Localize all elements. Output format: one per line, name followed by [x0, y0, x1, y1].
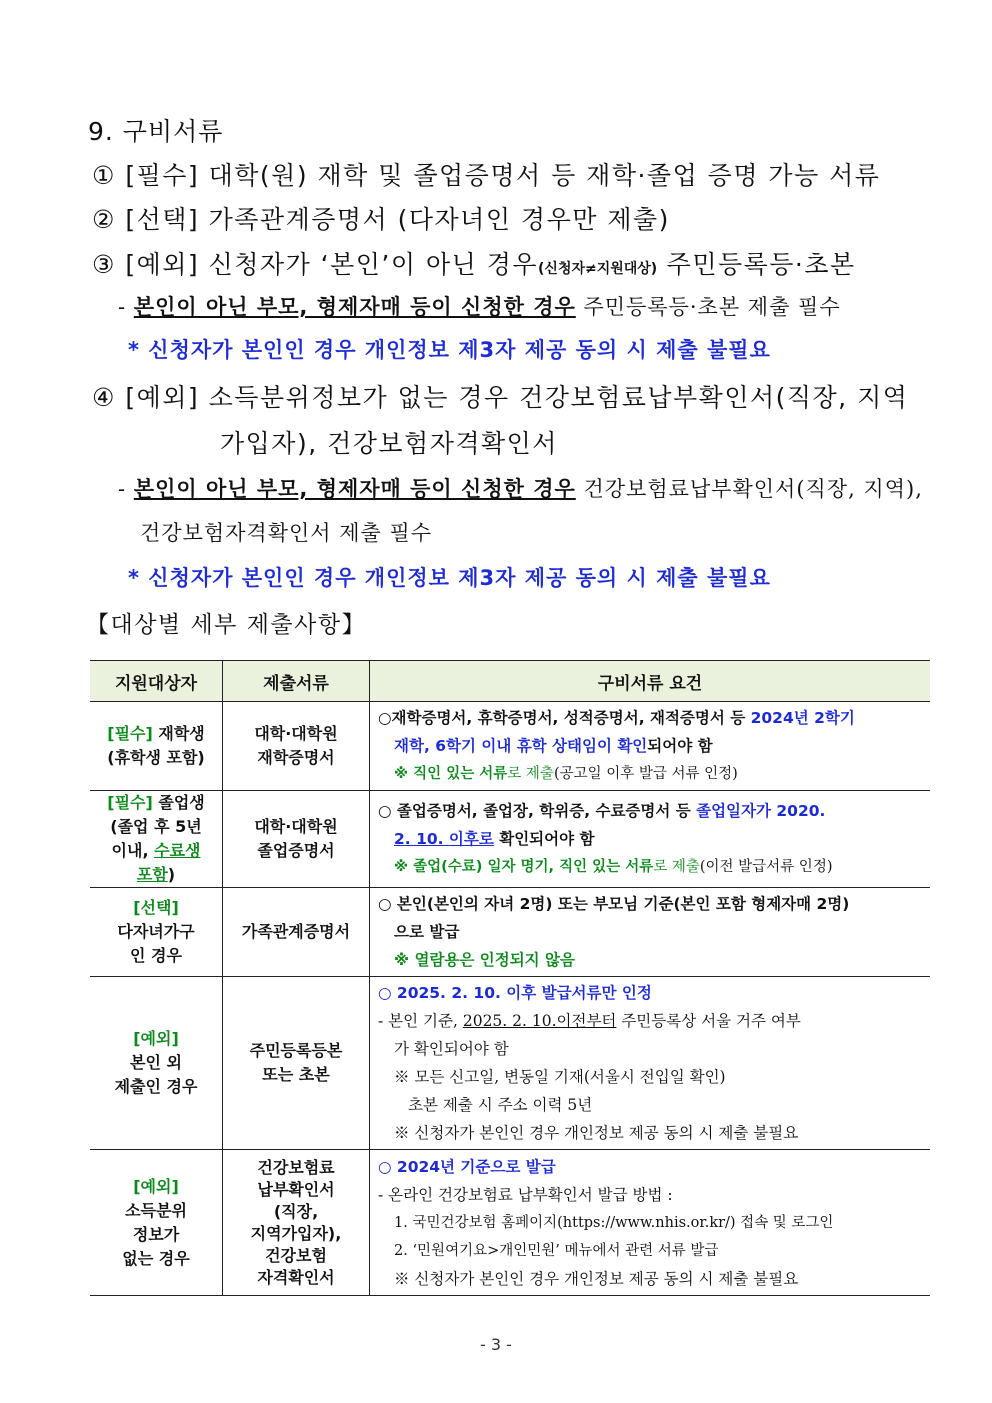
dash: - — [118, 295, 134, 319]
document-name-2: 또는 초본 — [262, 1065, 330, 1084]
document-cell — [223, 977, 370, 1150]
requirement-step-2: 2. ‘민원여기요>개인민원’ 메뉴에서 관련 서류 발급 — [394, 1242, 719, 1259]
table-title: 【대상별 세부 제출사항】 — [86, 612, 367, 638]
header-requirement: 구비서류 요건 — [370, 661, 931, 702]
item-3-underlined-condition: 본인이 아닌 부모, 형제자매 등이 신청한 경우 — [133, 295, 576, 319]
item-3-requirement-rest: 주민등록등·초본 제출 필수 — [575, 295, 841, 319]
item-4-text: [예외] 소득분위정보가 없는 경우 건강보험료납부확인서(직장, 지역 — [125, 383, 909, 412]
document-name: 대학·대학원 — [254, 817, 338, 836]
requirement-cell — [370, 977, 931, 1150]
target-detail: 정보가 — [132, 1224, 180, 1244]
item-4-underlined-condition: 본인이 아닌 부모, 형제자매 등이 신청한 경우 — [133, 477, 576, 501]
requirement-text-3: 가 확인되어야 함 — [394, 1040, 509, 1058]
requirement-text-2: 으로 발급 — [394, 923, 460, 941]
requirement-highlight-2: 2. 10. 이후로 — [394, 830, 494, 848]
target-cell — [90, 702, 223, 791]
requirement-text-2: 주민등록상 서울 거주 여부 — [616, 1012, 801, 1030]
target-cell — [90, 1150, 223, 1296]
target-name: 소득분위 — [125, 1200, 187, 1220]
requirement-highlight: 2024년 2학기 — [750, 709, 855, 727]
table-row — [90, 791, 930, 888]
requirement-highlight: ○ 2024년 기준으로 발급 — [378, 1157, 556, 1176]
note-text: ※ 모든 신고일, 변동일 기재(서울시 전입일 확인) — [394, 1068, 726, 1086]
item-2 — [92, 200, 670, 236]
document-name-5: 건강보험 — [265, 1245, 327, 1265]
document-name-2: 재학증명서 — [257, 748, 335, 767]
requirement-cell — [370, 888, 931, 977]
item-4-requirement — [118, 473, 923, 503]
target-name: 본인 외 — [130, 1053, 182, 1072]
requirement-text-2: 확인되어야 함 — [493, 830, 595, 848]
requirement-text: ○재학증명서, 휴학증명서, 성적증명서, 재적증명서 등 — [378, 709, 751, 727]
document-name: 가족관계증명서 — [241, 922, 351, 941]
target-paren: ) — [167, 865, 176, 884]
table-row — [90, 888, 930, 977]
document-name-4: 지역가입자), — [250, 1223, 342, 1243]
note-text: (공고일 이후 발급 서류 인정) — [553, 766, 738, 782]
document-name-6: 자격확인서 — [257, 1267, 335, 1287]
target-cell — [90, 888, 223, 977]
page-number: - 3 - — [480, 1335, 512, 1354]
document-cell — [223, 791, 370, 888]
header-document: 제출서류 — [223, 661, 370, 702]
note-green: ※ 졸업(수료) 일자 명기, 직인 있는 서류 — [394, 859, 654, 875]
tag-optional: [선택] — [133, 898, 179, 917]
document-name-3: (직장, — [273, 1201, 319, 1221]
document-name-2: 납부확인서 — [257, 1179, 335, 1199]
requirement-text: - 본인 기준, — [378, 1012, 463, 1030]
document-cell — [223, 1150, 370, 1296]
requirement-cell — [370, 1150, 931, 1296]
target-cell — [90, 791, 223, 888]
tag-required: [필수] — [107, 724, 153, 743]
requirement-underlined: 2025. 2. 10.이전부터 — [462, 1012, 617, 1030]
target-detail: (휴학생 포함) — [107, 748, 205, 767]
item-3-requirement — [118, 291, 841, 321]
item-1 — [92, 156, 880, 192]
section-title: 9. 구비서류 — [88, 117, 224, 146]
note-green: ※ 열람용은 인정되지 않음 — [394, 951, 575, 969]
target-detail: (졸업 후 5년 — [110, 817, 202, 836]
item-4-requirement-rest: 건강보험료납부확인서(직장, 지역), — [575, 477, 923, 501]
requirement-text: - 온라인 건강보험료 납부확인서 발급 방법 : — [378, 1185, 673, 1204]
item-3-text: [예외] 신청자가 ‘본인’이 아닌 경우 — [125, 250, 539, 279]
item-4-number: ④ — [92, 383, 116, 412]
item-3-number: ③ — [92, 250, 116, 279]
target-name: 졸업생 — [152, 793, 205, 812]
document-name-2: 졸업증명서 — [257, 841, 335, 860]
item-4-requirement-cont: 건강보험자격확인서 제출 필수 — [140, 521, 433, 545]
tag-exception: [예외] — [133, 1029, 179, 1048]
item-4-note: * 신청자가 본인인 경우 개인정보 제3자 제공 동의 시 제출 불필요 — [128, 566, 771, 590]
item-1-number: ① — [92, 161, 116, 190]
item-3-text-tail: 주민등록등·초본 — [657, 250, 856, 279]
dash: - — [118, 477, 134, 501]
item-4-continuation: 가입자), 건강보험자격확인서 — [220, 429, 558, 458]
document-name: 주민등록등본 — [249, 1041, 343, 1060]
target-highlight: 수료생 — [154, 841, 201, 860]
item-3-small-note: (신청자≠지원대상) — [538, 261, 658, 277]
table-header-row — [90, 661, 930, 702]
item-4 — [92, 378, 908, 414]
target-name: 재학생 — [152, 724, 205, 743]
requirement-cell — [370, 791, 931, 888]
item-3-note: * 신청자가 본인인 경우 개인정보 제3자 제공 동의 시 제출 불필요 — [128, 338, 771, 362]
tag-exception: [예외] — [133, 1176, 179, 1196]
target-highlight-2: 포함 — [136, 865, 168, 884]
table-row — [90, 702, 930, 791]
item-3 — [92, 245, 856, 281]
requirement-highlight: 졸업일자가 2020. — [696, 802, 826, 820]
note-text: ※ 신청자가 본인인 경우 개인정보 제공 동의 시 제출 불필요 — [394, 1269, 799, 1288]
target-detail-2: 없는 경우 — [122, 1248, 190, 1268]
requirements-table — [90, 660, 930, 1296]
requirement-text: ○ 본인(본인의 자녀 2명) 또는 부모님 기준(본인 포함 형제자매 2명) — [378, 895, 850, 913]
target-detail-2: 이내, — [111, 841, 155, 860]
requirement-cell — [370, 702, 931, 791]
target-detail: 제출인 경우 — [114, 1077, 198, 1096]
requirement-text-2: 되어야 함 — [647, 737, 713, 755]
note-text-3: ※ 신청자가 본인인 경우 개인정보 제공 동의 시 제출 불필요 — [394, 1124, 799, 1142]
table-row — [90, 977, 930, 1150]
header-target: 지원대상자 — [90, 661, 223, 702]
item-2-number: ② — [92, 205, 116, 234]
target-detail: 인 경우 — [130, 946, 182, 965]
table-row — [90, 1150, 930, 1296]
target-name: 다자녀가구 — [117, 922, 195, 941]
note-text: (이전 발급서류 인정) — [699, 859, 833, 875]
item-2-text: [선택] 가족관계증명서 (다자녀인 경우만 제출) — [125, 205, 670, 234]
note-text-2: 초본 제출 시 주소 이력 5년 — [408, 1096, 593, 1114]
note-green-2: 로 제출 — [653, 859, 700, 875]
requirement-step-1: 1. 국민건강보험 홈페이지(https://www.nhis.or.kr/) 접속 및 로그인 — [394, 1214, 834, 1231]
target-cell — [90, 977, 223, 1150]
requirement-highlight: ○ 2025. 2. 10. 이후 발급서류만 인정 — [378, 984, 652, 1002]
document-name: 대학·대학원 — [254, 724, 338, 743]
tag-required: [필수] — [107, 793, 153, 812]
document-name: 건강보험료 — [257, 1157, 335, 1177]
requirement-text: ○ 졸업증명서, 졸업장, 학위증, 수료증명서 등 — [378, 802, 697, 820]
note-green: ※ 직인 있는 서류 — [394, 766, 508, 782]
note-green-2: 로 제출 — [507, 766, 554, 782]
item-1-text: [필수] 대학(원) 재학 및 졸업증명서 등 재학·졸업 증명 가능 서류 — [125, 161, 881, 190]
requirement-highlight-2: 재학, 6학기 이내 휴학 상태임이 확인 — [394, 737, 648, 755]
document-cell — [223, 702, 370, 791]
document-cell — [223, 888, 370, 977]
